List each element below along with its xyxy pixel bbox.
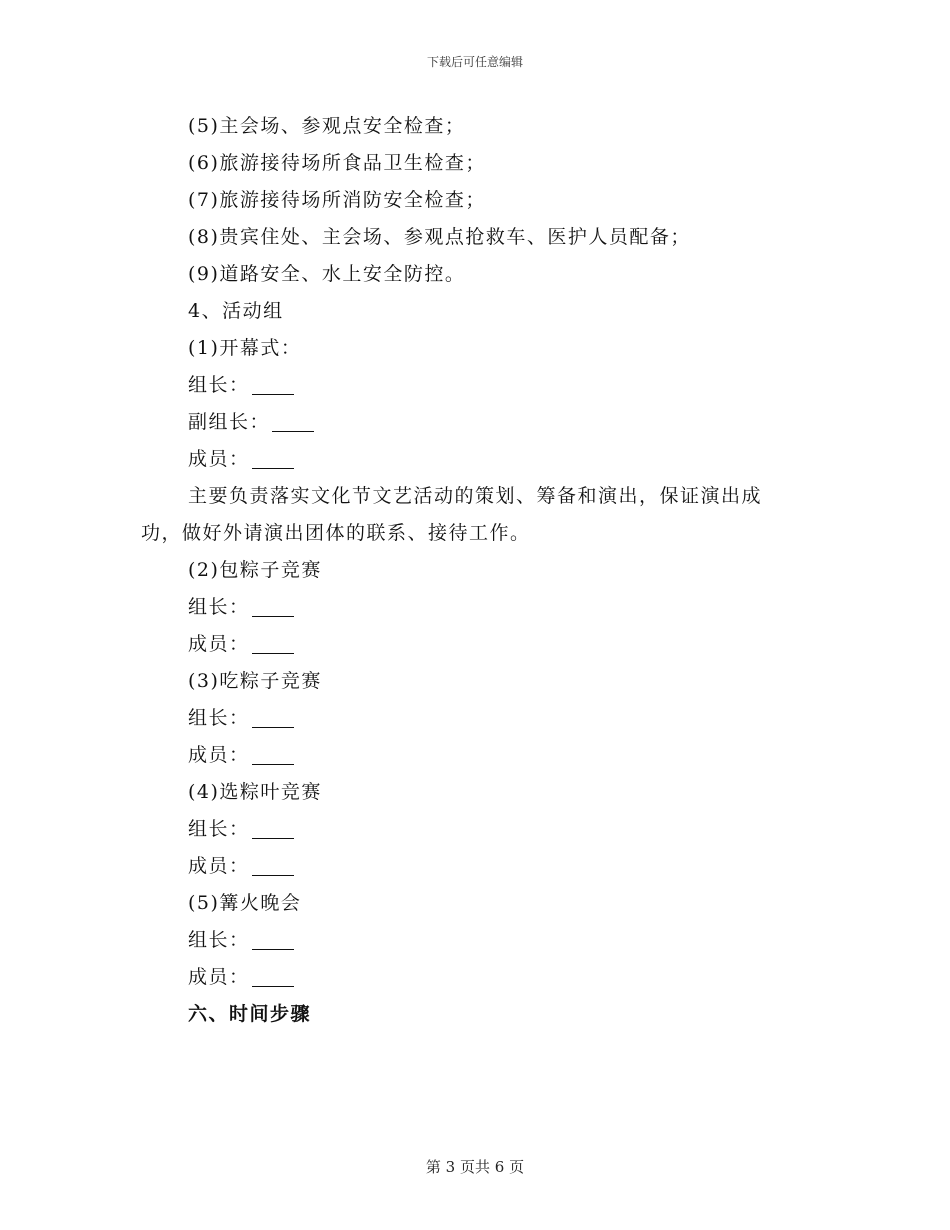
field-label: 成员： (188, 448, 250, 470)
paragraph-line (0, 888, 950, 925)
paragraph-line (0, 555, 950, 592)
paragraph-line (0, 666, 950, 703)
field-label: 组长： (188, 929, 250, 951)
fill-in-blank (252, 855, 294, 876)
form-field-line (0, 592, 950, 629)
fill-in-blank (252, 966, 294, 987)
form-field-line (0, 851, 950, 888)
paragraph-line (0, 296, 950, 333)
field-label: 成员： (188, 633, 250, 655)
form-field-line (0, 444, 950, 481)
field-label: 组长： (188, 818, 250, 840)
section-heading (0, 999, 950, 1036)
fill-in-blank (252, 374, 294, 395)
form-field-line (0, 370, 950, 407)
line-text: (7)旅游接待场所消防安全检查； (188, 189, 486, 211)
field-label: 成员： (188, 966, 250, 988)
paragraph-line (0, 481, 950, 518)
line-text: (5)主会场、参观点安全检查； (188, 115, 466, 137)
fill-in-blank (252, 633, 294, 654)
fill-in-blank (252, 707, 294, 728)
line-text: (2)包粽子竞赛 (188, 559, 322, 581)
line-text: (3)吃粽子竞赛 (188, 670, 322, 692)
line-text: (8)贵宾住处、主会场、参观点抢救车、医护人员配备； (188, 226, 691, 248)
fill-in-blank (252, 448, 294, 469)
line-text: (4)选粽叶竞赛 (188, 781, 322, 803)
field-label: 副组长： (188, 411, 271, 433)
line-text: (9)道路安全、水上安全防控。 (188, 263, 466, 285)
fill-in-blank (252, 818, 294, 839)
fill-in-blank (272, 411, 314, 432)
paragraph-line (0, 185, 950, 222)
form-field-line (0, 703, 950, 740)
section-heading-text: 六、时间步骤 (188, 1003, 312, 1025)
form-field-line (0, 407, 950, 444)
page-header: 下载后可任意编辑 (426, 55, 523, 69)
paragraph-line (0, 333, 950, 370)
field-label: 成员： (188, 855, 250, 877)
document-body (0, 111, 950, 1036)
field-label: 成员： (188, 744, 250, 766)
paragraph-line (0, 518, 950, 555)
line-text: 4、活动组 (188, 300, 284, 322)
fill-in-blank (252, 744, 294, 765)
form-field-line (0, 925, 950, 962)
line-text: (6)旅游接待场所食品卫生检查； (188, 152, 486, 174)
form-field-line (0, 629, 950, 666)
paragraph-line (0, 148, 950, 185)
paragraph-line (0, 259, 950, 296)
field-label: 组长： (188, 374, 250, 396)
field-label: 组长： (188, 707, 250, 729)
line-text: 主要负责落实文化节文艺活动的策划、筹备和演出，保证演出成 (188, 485, 763, 507)
paragraph-line (0, 777, 950, 814)
line-text: (5)篝火晚会 (188, 892, 302, 914)
paragraph-line (0, 222, 950, 259)
paragraph-line (0, 111, 950, 148)
line-text: 功，做好外请演出团体的联系、接待工作。 (141, 522, 531, 544)
field-label: 组长： (188, 596, 250, 618)
line-text: (1)开幕式： (188, 337, 302, 359)
form-field-line (0, 740, 950, 777)
fill-in-blank (252, 596, 294, 617)
form-field-line (0, 962, 950, 999)
form-field-line (0, 814, 950, 851)
page-footer: 第 3 页共 6 页 (425, 1158, 525, 1176)
fill-in-blank (252, 929, 294, 950)
